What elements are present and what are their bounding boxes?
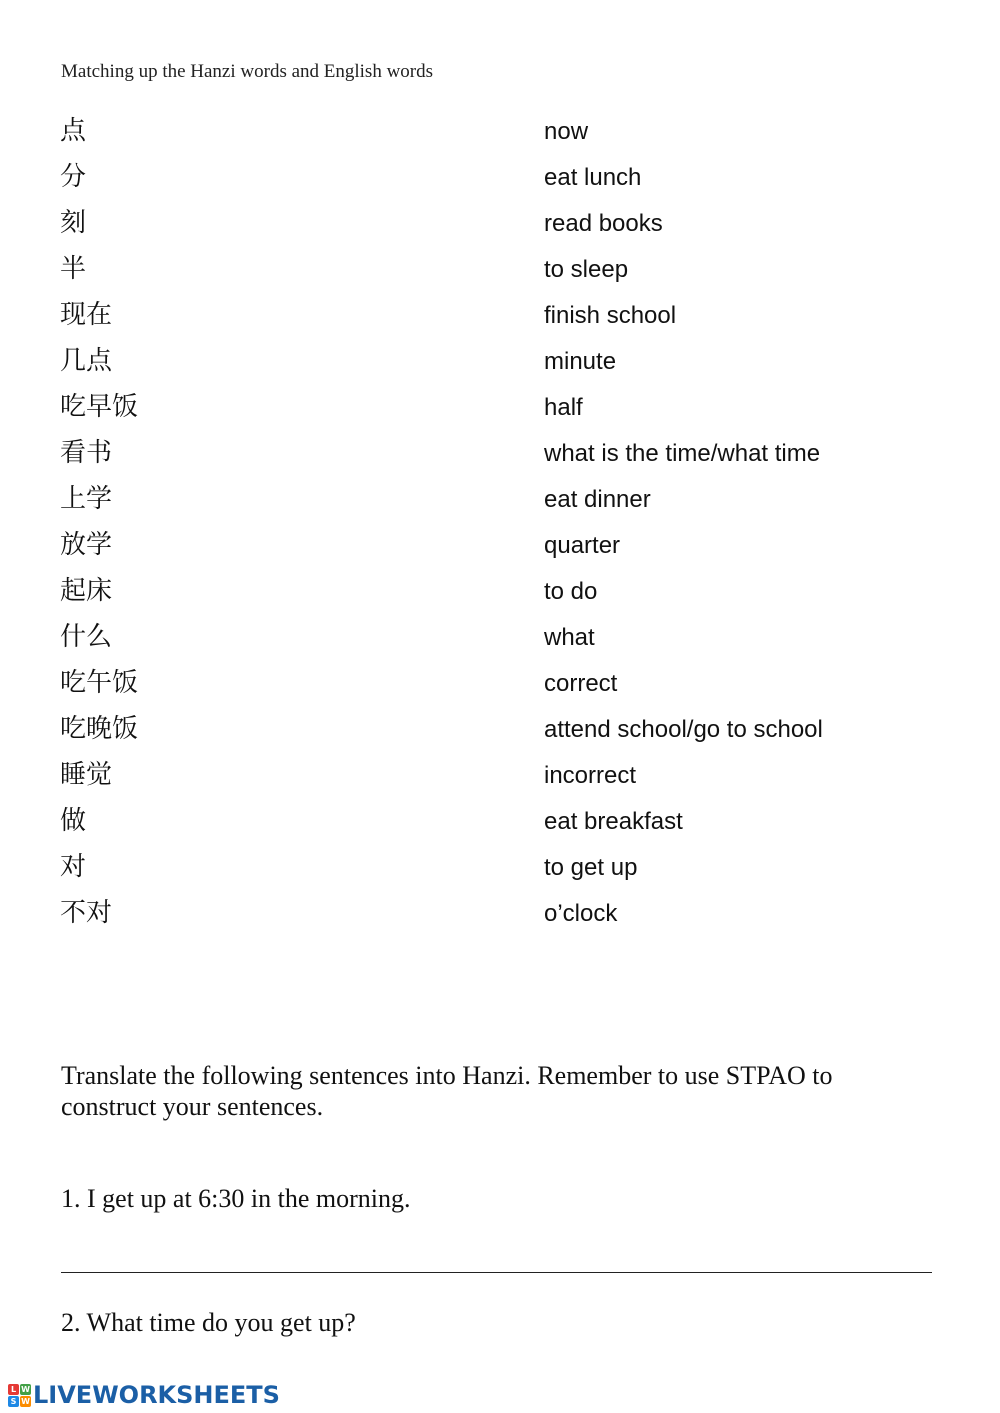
english-word[interactable]: to sleep [544,256,629,283]
english-word[interactable]: eat dinner [544,486,651,513]
match-row [60,340,940,386]
hanzi-word[interactable]: 现在 [60,300,113,330]
match-row [60,754,940,800]
english-word[interactable]: now [544,118,589,145]
match-row [60,524,940,570]
hanzi-word[interactable]: 点 [60,116,87,146]
english-word[interactable]: to get up [544,854,638,881]
hanzi-word[interactable]: 分 [60,162,87,192]
hanzi-word[interactable]: 不对 [60,898,113,928]
english-word[interactable]: quarter [544,532,621,559]
english-word[interactable]: correct [544,670,618,697]
match-row [60,616,940,662]
english-word[interactable]: o’clock [544,900,618,927]
hanzi-word[interactable]: 吃早饭 [60,392,139,422]
match-row [60,432,940,478]
translation-instruction: Translate the following sentences into Hanzi. Remember to use STPAO to construct your sentences. [61,1061,833,1121]
hanzi-word[interactable]: 起床 [60,576,113,606]
match-row [60,892,940,938]
match-row [60,662,940,708]
worksheet-heading: Matching up the Hanzi words and English words [61,61,434,82]
hanzi-word[interactable]: 几点 [60,346,113,376]
hanzi-word[interactable]: 看书 [60,438,113,468]
match-row [60,570,940,616]
match-row [60,478,940,524]
answer-line-1[interactable] [61,1272,932,1273]
english-word[interactable]: to do [544,578,598,605]
english-word[interactable]: attend school/go to school [544,716,823,743]
logo-cell: W [21,1396,30,1406]
english-word[interactable]: half [544,394,583,421]
english-word[interactable]: what is the time/what time [544,440,821,467]
question-2: 2. What time do you get up? [61,1308,356,1337]
match-row [60,110,940,156]
match-row [60,294,940,340]
matching-table [60,110,940,938]
english-word[interactable]: eat breakfast [544,808,683,835]
english-word[interactable]: incorrect [544,762,637,789]
hanzi-word[interactable]: 睡觉 [60,760,113,790]
logo-cell: W [21,1384,30,1394]
english-word[interactable]: finish school [544,302,677,329]
hanzi-word[interactable]: 半 [60,254,87,284]
hanzi-word[interactable]: 吃午饭 [60,668,139,698]
match-row [60,846,940,892]
hanzi-word[interactable]: 什么 [60,622,113,652]
english-word[interactable]: what [544,624,595,651]
match-row [60,156,940,202]
hanzi-word[interactable]: 刻 [60,208,87,238]
logo-text: LIVEWORKSHEETS [33,1381,280,1409]
english-word[interactable]: minute [544,348,617,375]
match-row [60,800,940,846]
match-row [60,248,940,294]
match-row [60,708,940,754]
hanzi-word[interactable]: 吃晚饭 [60,714,139,744]
hanzi-word[interactable]: 对 [60,852,87,882]
english-word[interactable]: read books [544,210,663,237]
english-word[interactable]: eat lunch [544,164,642,191]
question-1: 1. I get up at 6:30 in the morning. [61,1184,411,1213]
hanzi-word[interactable]: 上学 [60,484,113,514]
match-row [60,202,940,248]
hanzi-word[interactable]: 做 [60,806,87,836]
hanzi-word[interactable]: 放学 [60,530,113,560]
logo-cell: S [8,1396,19,1407]
logo-mark-icon [8,1384,31,1407]
match-row [60,386,940,432]
logo-cell: L [8,1384,19,1395]
liveworksheets-logo[interactable] [8,1379,280,1411]
